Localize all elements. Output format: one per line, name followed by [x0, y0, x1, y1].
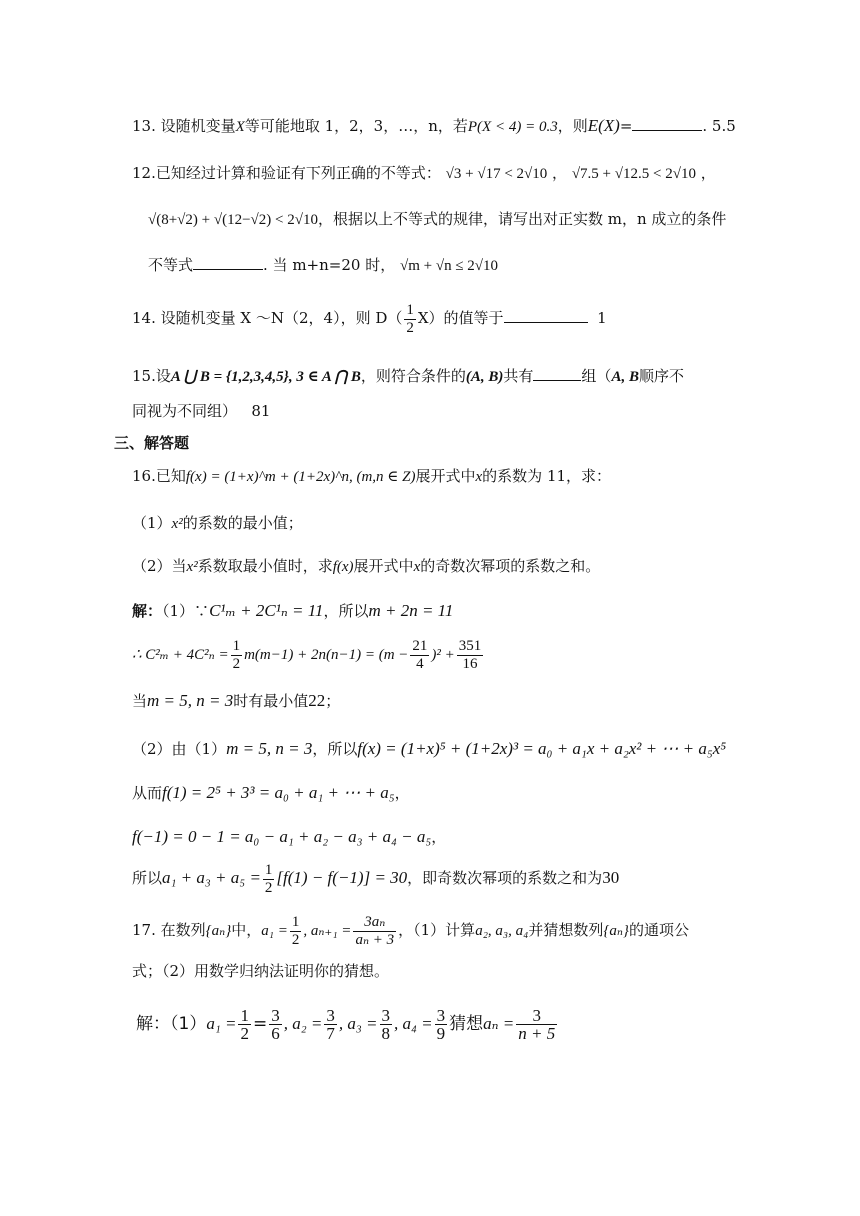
q17-an: aₙ = [483, 1014, 515, 1033]
q16-sol3-c: 时有最小值 [233, 692, 309, 710]
q17-frac-4 [380, 1007, 393, 1042]
q16-sol3-d: 22 [308, 691, 326, 710]
q17-frac-2 [269, 1007, 282, 1042]
q16-frac-351 [457, 638, 484, 673]
q17-text-e: 的通项公 [628, 921, 689, 939]
q17-f6d: n + 5 [518, 1023, 556, 1043]
q12-number: 12. [132, 164, 156, 182]
q16-sol4-b: m = 5, n = 3 [226, 739, 313, 758]
q16-sol4-d: f(x) = (1+x)⁵ + (1+2x)³ = a₀ + a₁x + a₂x² + ⋯ + a₅x⁵ [357, 739, 727, 758]
q14-answer: 1 [597, 309, 607, 327]
q15-text-d: 组（ [581, 367, 612, 385]
q17-a1-d: 2 [291, 931, 300, 948]
q17-f2d: 6 [271, 1023, 280, 1043]
q13-number: 13. [132, 117, 156, 135]
q16-frac-half-n: 1 [232, 637, 241, 654]
section-heading: 三、解答题 [114, 434, 190, 452]
q16-sol2-c: )² + [431, 647, 455, 663]
q12-line3 [148, 253, 498, 277]
q16-sol-line3 [132, 690, 340, 712]
q16-sol-line6 [132, 826, 446, 848]
q16-number: 16. [132, 467, 156, 485]
q17-rec-frac [353, 914, 396, 949]
q15-line2-text: 同视为不同组） [132, 402, 238, 420]
q17-s1: a₁ = [206, 1014, 237, 1033]
q17-f5d: 9 [436, 1023, 446, 1043]
q17-sol-a: 解：（1） [136, 1014, 207, 1034]
q15-line2 [132, 400, 270, 422]
q16-sol3-e: ； [325, 692, 341, 710]
q17-frac-3 [324, 1007, 337, 1042]
q16-sol1-b: ，所以 [323, 602, 369, 620]
q12-blank [193, 253, 263, 270]
q17-f5n: 3 [436, 1005, 446, 1025]
q16-sol7-frac-d: 2 [264, 879, 273, 896]
q16-part2-f: f(x) [332, 559, 354, 575]
q17-f4d: 8 [381, 1023, 390, 1043]
q12-line2 [148, 208, 726, 231]
q17-text-b: 中， [231, 921, 262, 939]
q14-text-a: 设随机变量 X ～N（2，4），则 D（ [160, 309, 403, 327]
q16-sol6-a: f(−1) = 0 − 1 = a₀ − a₁ + a₂ − a₃ + a₄ − a₅ [132, 827, 432, 846]
q16-frac-half-d: 2 [232, 655, 241, 672]
q14-text-b: X）的值等于 [417, 309, 504, 327]
q13-text: 设随机变量 [160, 117, 236, 135]
q17-line2 [132, 960, 389, 982]
q16-sol7-d: ，即奇数次幂项的系数之和为 [407, 869, 603, 887]
q16-sol5-b: f(1) = 2⁵ + 3³ = a₀ + a₁ + ⋯ + a₅ [162, 783, 395, 802]
q16-frac-351-n: 351 [458, 637, 482, 654]
q17-terms: a₂, a₃, a₄ [475, 923, 529, 939]
q16-part1 [132, 512, 303, 535]
q13-prob: P(X < 4) = 0.3 [467, 119, 558, 135]
q12-line2-text: ，根据以上不等式的规律，请写出对正实数 m，n 成立的条件 [317, 210, 727, 228]
q16-intro-expr: f(x) = (1+x)^m + (1+2x)^n, (m,n ∈ Z) [185, 469, 416, 485]
q17-seq: {aₙ} [205, 923, 232, 939]
q17-f1n: 1 [240, 1005, 249, 1025]
q16-part1-text: 的系数的最小值； [182, 514, 303, 532]
q13-answer: . 5.5 [702, 117, 736, 135]
q16-intro-c: 的系数为 11，求： [482, 467, 612, 485]
q14-number: 14. [132, 309, 156, 327]
q17-solution [136, 1004, 559, 1044]
q15-answer: 81 [251, 402, 271, 420]
q16-x2b: x² [186, 559, 198, 575]
q16-sol-label: 解： [132, 602, 163, 620]
q16-part2 [132, 555, 600, 578]
q17-eq: = [252, 1014, 268, 1034]
q16-x2: x² [171, 516, 183, 532]
q12-ineq3: √(8+√2) + √(12−√2) < 2√10 [148, 212, 318, 228]
q17-f1d: 2 [240, 1023, 249, 1043]
q12-ineq2: √7.5 + √12.5 < 2√10 [571, 166, 696, 182]
q17-number: 17. [132, 921, 156, 939]
q16-sol-line5 [132, 782, 410, 804]
q16-sol7-b: a₁ + a₃ + a₅ = [162, 868, 261, 887]
q15-text-c: 共有 [503, 367, 534, 385]
q16-sol7-e: 30 [602, 868, 620, 887]
q16-intro-x: x [475, 469, 483, 485]
q16-frac-21-d: 4 [416, 655, 424, 672]
q17-rec-d: aₙ + 3 [355, 931, 395, 948]
q16-sol6-b: ， [431, 828, 447, 846]
q16-sol5-a: 从而 [132, 784, 163, 802]
q16-part2-label: （2）当 [132, 557, 187, 575]
q16-part2-text: 系数取最小值时，求 [197, 557, 333, 575]
q16-part1-label: （1） [132, 514, 172, 532]
q17-text-c: ，（1）计算 [398, 921, 476, 939]
q16-part2-text-d: 的奇数次幂项的系数之和。 [420, 557, 601, 575]
q16-sol5-c: ， [394, 784, 410, 802]
q16-part2-x: x [413, 559, 421, 575]
q16-sol4-c: ，所以 [312, 740, 358, 758]
question-13 [132, 114, 736, 138]
q17-frac-6 [516, 1007, 557, 1042]
question-16 [132, 465, 611, 488]
q17-a1: a₁ = [261, 923, 288, 939]
q12-answer: √m + √n ≤ 2√10 [399, 258, 499, 274]
q14-frac-num: 1 [406, 301, 414, 318]
q16-intro-a: 已知 [155, 467, 186, 485]
q16-sol3-a: 当 [132, 692, 148, 710]
q16-part2-text-c: 展开式中 [353, 557, 414, 575]
question-15 [132, 364, 684, 388]
q14-blank [504, 306, 588, 323]
q13-expect: E(X) [587, 116, 620, 135]
q12-line1: 已知经过计算和验证有下列正确的不等式： [155, 164, 441, 182]
q16-sol1-a: （1）∵ [162, 602, 210, 620]
q16-intro-b: 展开式中 [415, 467, 476, 485]
q17-a1-frac [290, 914, 302, 949]
q12-line3-a: 不等式 [148, 256, 194, 274]
q17-s2: , a₂ = [283, 1014, 323, 1033]
q16-sol7-frac [263, 862, 275, 897]
q15-blank [533, 364, 581, 381]
q15-pair: (A, B) [465, 369, 504, 385]
q17-f4n: 3 [381, 1005, 390, 1025]
q13-text-d: = [619, 117, 633, 135]
q17-frac-1 [238, 1007, 251, 1042]
q17-a1-n: 1 [291, 913, 300, 930]
q17-rec-n: 3aₙ [353, 914, 396, 932]
q13-text-c: ，则 [557, 117, 588, 135]
q17-text-a: 在数列 [160, 921, 206, 939]
q17-rec: , aₙ₊₁ = [303, 923, 352, 939]
q17-f6n: 3 [516, 1007, 557, 1025]
q17-s4: , a₄ = [394, 1014, 433, 1033]
q15-text-b: ，则符合条件的 [360, 367, 466, 385]
q15-number: 15. [132, 367, 156, 385]
q16-sol-line7 [132, 860, 619, 897]
q13-blank [632, 114, 702, 131]
q12-line3-b: . 当 m+n=20 时， [263, 256, 396, 274]
question-17 [132, 910, 689, 951]
q16-sol7-a: 所以 [132, 869, 163, 887]
q16-sol2-b: m(m−1) + 2n(n−1) = (m − [244, 647, 409, 663]
q13-text-b: 等可能地取 1，2，3，…，n，若 [244, 117, 468, 135]
q16-sol-line1 [132, 600, 453, 622]
q16-frac-21 [410, 638, 429, 673]
q16-sol-line4 [132, 738, 726, 760]
q16-sol1-c: m + 2n = 11 [368, 601, 454, 620]
q15-pair2: A, B [611, 369, 639, 385]
q16-frac-351-d: 16 [462, 655, 478, 672]
q14-fraction [404, 302, 416, 337]
q16-sol7-c: [f(1) − f(−1)] = 30 [276, 868, 408, 887]
q17-seq2: {aₙ} [603, 923, 629, 939]
q13-var: X [235, 119, 245, 135]
q16-sol7-frac-n: 1 [264, 861, 273, 878]
q16-sol-line2 [132, 636, 485, 673]
q16-sol3-b: m = 5, n = 3 [147, 691, 234, 710]
q17-frac-5 [435, 1007, 448, 1042]
question-12: 12.已知经过计算和验证有下列正确的不等式： √3 + √17 < 2√10 ， √7.5 + √12.5 < 2√10 ， [132, 164, 716, 182]
q17-guess: 猜想 [449, 1014, 484, 1034]
q15-text-a: 设 [155, 367, 171, 385]
q17-s3: , a₃ = [338, 1014, 378, 1033]
q16-frac-half [231, 638, 243, 673]
q17-f2n: 3 [271, 1005, 280, 1025]
q15-text-e: 顺序不 [638, 367, 684, 385]
q17-line2-text: 式；（2）用数学归纳法证明你的猜想。 [132, 962, 390, 980]
q16-sol2-a: ∴ C²ₘ + 4C²ₙ = [132, 647, 229, 663]
q16-sol4-a: （2）由（1） [132, 740, 227, 758]
question-14 [132, 301, 607, 337]
q17-f3d: 7 [326, 1023, 335, 1043]
q15-set-expr: A ⋃ B = {1,2,3,4,5}, 3 ∈ A ⋂ B [170, 369, 361, 385]
q12-ineq1: √3 + √17 < 2√10 [445, 166, 548, 182]
q16-sol1-expr: C¹ₘ + 2C¹ₙ = 11 [209, 601, 324, 620]
q16-frac-21-n: 21 [412, 637, 428, 654]
q17-f3n: 3 [326, 1005, 335, 1025]
q14-frac-den: 2 [406, 319, 414, 336]
q17-text-d: 并猜想数列 [528, 921, 604, 939]
